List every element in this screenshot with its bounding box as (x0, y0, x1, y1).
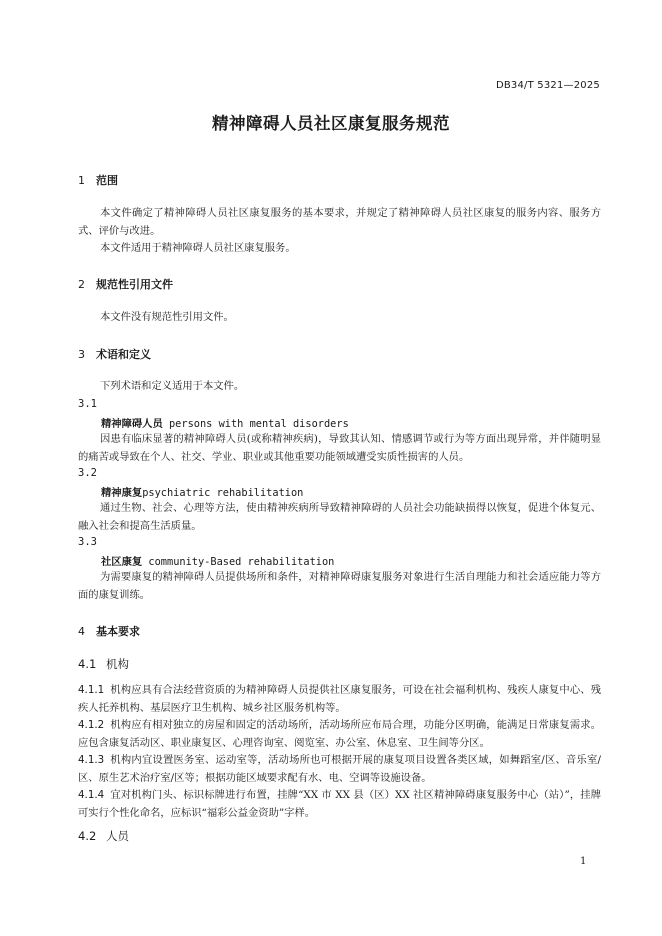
section-title: 术语和定义 (96, 348, 151, 361)
clause (78, 752, 601, 787)
page-number: 1 (580, 856, 587, 867)
clause-number: 4.1.2 (78, 719, 105, 731)
clause (78, 717, 601, 752)
subsection-title: 机构 (106, 657, 129, 671)
term-chinese: 精神康复 (101, 487, 143, 499)
term-definition: 为需要康复的精神障碍人员提供场所和条件，对精神障碍康复服务对象进行生活自理能力和社会适应能力等方面的康复训练。 (78, 571, 601, 601)
clause-number: 4.1.1 (78, 684, 105, 696)
document-code: DB34/T 5321—2025 (495, 80, 600, 91)
subsection-number: 4.2 (78, 829, 97, 843)
paragraph: 下列术语和定义适用于本文件。 (100, 380, 245, 392)
section-heading-scope (78, 172, 118, 188)
section-title: 规范性引用文件 (96, 278, 173, 291)
term-definition: 通过生物、社会、心理等方法，使由精神疾病所导致精神障碍的人员社会功能缺损得以恢复，促进个体复元、融入社会和提高生活质量。 (78, 502, 601, 532)
term-english: psychiatric rehabilitation (142, 487, 304, 499)
section-heading-basic-requirements (78, 623, 140, 639)
term-definition: 因患有临床显著的精神障碍人员(或称精神疾病)，导致其认知、情感调节或行为等方面出现异常，并伴随明显的痛苦或导致在个人、社交、学业、职业或其他重要功能领域遭受实质性损害的人员。 (78, 433, 601, 463)
term-number: 3.2 (78, 467, 97, 479)
term-chinese: 精神障碍人员 (101, 418, 163, 430)
section-title: 基本要求 (96, 625, 140, 638)
document-title: 精神障碍人员社区康复服务规范 (212, 114, 450, 133)
section-number: 2 (78, 278, 85, 291)
term-number: 3.3 (78, 536, 97, 548)
subsection-title: 人员 (106, 829, 129, 843)
clause (78, 682, 601, 717)
term-english: persons with mental disorders (168, 418, 349, 430)
section-number: 3 (78, 348, 85, 361)
term-number: 3.1 (78, 398, 97, 410)
paragraph: 本文件适用于精神障碍人员社区康复服务。 (100, 242, 296, 254)
subsection-heading-personnel (78, 828, 129, 844)
paragraph: 本文件确定了精神障碍人员社区康复服务的基本要求，并规定了精神障碍人员社区康复的服务内容、服务方式、评价与改进。 (78, 207, 601, 237)
term-english: community-Based rehabilitation (148, 556, 335, 568)
paragraph: 本文件没有规范性引用文件。 (100, 311, 234, 323)
section-number: 1 (78, 174, 85, 187)
clause-text: 宜对机构门头、标识标牌进行布置，挂牌“XX 市 XX 县（区）XX 社区精神障碍康复服务中心（站）”，挂牌可实行个性化命名，应标识“福彩公益金资助”字样。 (78, 789, 601, 819)
section-number: 4 (78, 625, 85, 638)
section-heading-normative-references (78, 276, 173, 292)
clause-number: 4.1.4 (78, 789, 105, 801)
section-heading-terms (78, 346, 151, 362)
subsection-heading-institution (78, 656, 129, 672)
term-title (101, 415, 349, 430)
clause-number: 4.1.3 (78, 754, 105, 766)
term-title (101, 553, 334, 568)
clause-text: 机构内宜设置医务室、运动室等，活动场所也可根据开展的康复项目设置各类区域，如舞蹈室/区、音乐室/区、原生艺术治疗室/区等；根据功能区域要求配有水、电、空调等设施设备。 (78, 754, 601, 784)
term-title (101, 484, 303, 499)
clause-text: 机构应有相对独立的房屋和固定的活动场所，活动场所应布局合理，功能分区明确，能满足日常康复需求。应包含康复活动区、职业康复区、心理咨询室、阅览室、办公室、休息室、卫生间等分区。 (78, 719, 601, 749)
clause (78, 787, 601, 822)
term-chinese: 社区康复 (101, 556, 143, 568)
section-title: 范围 (96, 174, 118, 187)
subsection-number: 4.1 (78, 657, 97, 671)
clause-text: 机构应具有合法经营资质的为精神障碍人员提供社区康复服务，可设在社会福利机构、残疾人康复中心、残疾人托养机构、基层医疗卫生机构、城乡社区服务机构等。 (78, 684, 601, 714)
